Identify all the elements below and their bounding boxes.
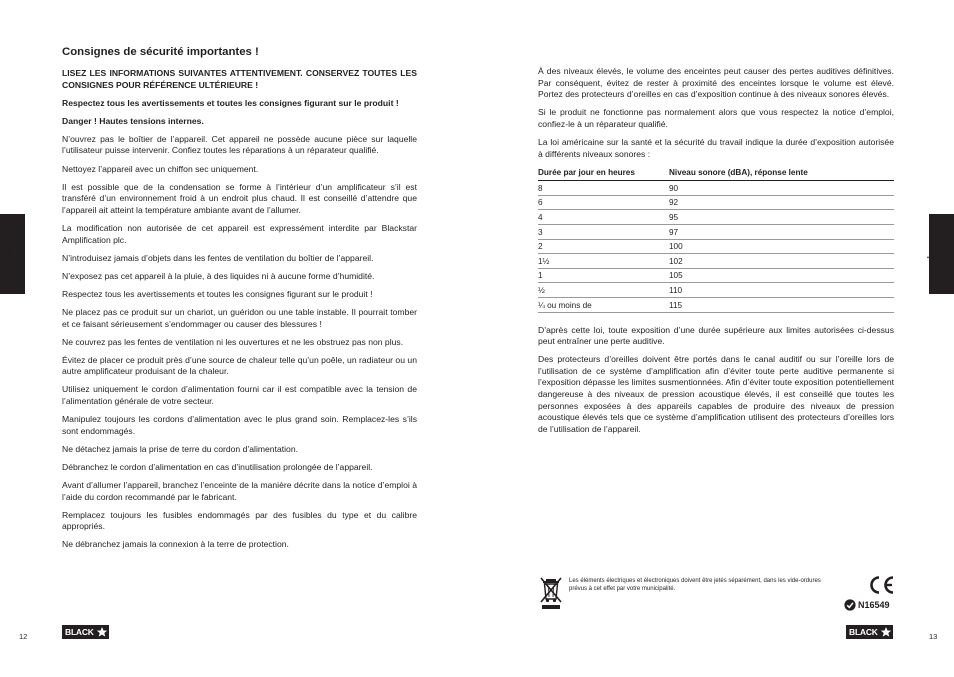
level-cell: 90	[669, 181, 894, 196]
hearing-paragraph: Si le produit ne fonctionne pas normalement alors que vous respectez la notice d’emploi, confiez-le à un réparateur qualifié.	[538, 107, 894, 129]
weee-disposal-note: Les éléments électriques et électroniques doivent être jetés séparément, dans les vide-ordures prévus à cet effet par votre municipalité.	[569, 578, 821, 592]
blackstar-logo-right	[846, 625, 893, 639]
compliance-code: N16549	[858, 600, 890, 610]
duration-cell: 4	[538, 210, 669, 225]
safety-paragraph: N’ouvrez pas le boîtier de l’appareil. Cet appareil ne possède aucune pièce sur laquelle l’utilisateur puisse intervenir. Confiez toutes les réparations à un réparateur qualifié.	[62, 133, 417, 156]
safety-paragraph: Évitez de placer ce produit près d’une source de chaleur telle qu’un poêle, un radiateur ou un autre amplificateur produisant de la chaleur.	[62, 354, 417, 377]
page-number-left: 12	[19, 632, 28, 641]
level-cell: 97	[669, 225, 894, 240]
hearing-paragraphs-after	[538, 325, 894, 436]
safety-paragraph: La modification non autorisée de cet appareil est expressément interdite par Blackstar Amplification plc.	[62, 222, 417, 245]
table-row	[538, 239, 894, 254]
language-label-left: Français	[3, 222, 13, 262]
safety-paragraph: Respectez tous les avertissements et toutes les consignes figurant sur le produit !	[62, 288, 373, 299]
safety-paragraph: Ne détachez jamais la prise de terre du cordon d’alimentation.	[62, 443, 298, 454]
level-cell: 115	[669, 298, 894, 313]
safety-paragraph: Ne placez pas ce produit sur un chariot, un guéridon ou une table instable. Il pourrait tomber et ce faisant sérieusement s’endommager ou causer des blessures !	[62, 306, 417, 329]
safety-paragraph: Respectez tous les avertissements et toutes les consignes figurant sur le produit !	[62, 97, 399, 108]
table-row	[538, 283, 894, 298]
safety-paragraph: Ne débranchez jamais la connexion à la terre de protection.	[62, 539, 289, 550]
duration-cell: ½	[538, 283, 669, 298]
hearing-column	[538, 66, 894, 442]
table-row	[538, 254, 894, 269]
safety-paragraph: N’exposez pas cet appareil à la pluie, à des liquides ni à aucune forme d’humidité.	[62, 270, 375, 281]
logo-text: BLACK	[849, 627, 878, 637]
duration-cell: 1½	[538, 254, 669, 269]
safety-paragraph: Utilisez uniquement le cordon d’alimentation fourni car il est compatible avec la tension de l’alimentation générale de votre secteur.	[62, 384, 417, 406]
crossed-bin-icon	[540, 576, 562, 610]
logo-text: BLACK	[65, 627, 94, 637]
blackstar-logo-left	[62, 625, 109, 639]
safety-paragraph: Nettoyez l’appareil avec un chiffon sec uniquement.	[62, 163, 259, 174]
safety-paragraph: Manipulez toujours les cordons d’alimentation avec le plus grand soin. Remplacez-les s’ils sont endommagés.	[62, 414, 417, 436]
duration-cell: 3	[538, 225, 669, 240]
hearing-paragraph: D’après cette loi, toute exposition d’une durée supérieure aux limites autorisées ci-dessus peut entraîner une perte auditive.	[538, 324, 894, 347]
level-cell: 102	[669, 254, 894, 269]
safety-paragraph: Avant d’allumer l’appareil, branchez l’enceinte de la manière décrite dans la notice d’emploi à l’aide du cordon recommandé par le fabricant.	[62, 479, 417, 502]
star-icon	[880, 626, 892, 638]
duration-cell: ¼ ou moins de	[538, 298, 669, 313]
table-row	[538, 195, 894, 210]
safety-column	[62, 46, 417, 557]
level-cell: 110	[669, 283, 894, 298]
noise-exposure-table	[538, 167, 894, 313]
hearing-paragraph: La loi américaine sur la santé et la sécurité du travail indique la durée d’exposition autorisée à différents niveaux sonores :	[538, 136, 894, 159]
safety-paragraphs	[62, 68, 417, 551]
page-number-right: 13	[929, 632, 938, 641]
duration-cell: 6	[538, 195, 669, 210]
safety-paragraph: Danger ! Hautes tensions internes.	[62, 115, 204, 126]
table-header-duration: Durée par jour en heures	[538, 167, 669, 181]
safety-paragraph: Débranchez le cordon d’alimentation en cas d’inutilisation prolongée de l’appareil.	[62, 461, 373, 472]
ce-mark-icon	[867, 575, 895, 595]
star-icon	[96, 626, 108, 638]
hearing-paragraph: À des niveaux élevés, le volume des enceintes peut causer des pertes auditives définitives. Par conséquent, évitez de rester à proximité des enceintes lorsque le volume est élevé. Portez des protecteurs d’oreilles en cas d’exposition continue à des niveaux sonores élevés.	[538, 66, 894, 100]
hearing-paragraphs-before	[538, 66, 894, 160]
table-header-level: Niveau sonore (dBA), réponse lente	[669, 167, 894, 181]
hearing-paragraph: Des protecteurs d’oreilles doivent être portés dans le canal auditif ou sur l’oreille lors de l’utilisation de ce système d’amplification afin d’éviter toute perte auditive permanente si l’exposition dépasse les limites susmentionnées. Afin d’éviter toute exposition potentiellement dangereuse à des niveaux de pression acoustique élevés, il est conseillé que toutes les personnes exposées à des appareils capables de produire des niveaux de pression acoustique élevés tels que ce système d’amplification utilisent des protecteurs d’oreilles lors de l’utilisation de l’appareil.	[538, 354, 894, 434]
table-row	[538, 225, 894, 240]
level-cell: 92	[669, 195, 894, 210]
safety-paragraph: Il est possible que de la condensation se forme à l’intérieur d’un amplificateur s’il est transféré d’un environnement froid à un endroit plus chaud. Il est conseillé d’attendre que l’appareil ait atteint la température ambiante avant de l’allumer.	[62, 181, 417, 215]
language-label-right: Français	[927, 234, 937, 274]
safety-title: Consignes de sécurité importantes !	[62, 46, 259, 58]
safety-paragraph: N’introduisez jamais d’objets dans les fentes de ventilation du boîtier de l’appareil.	[62, 252, 374, 263]
noise-table-body	[538, 181, 894, 312]
table-header-row	[538, 167, 894, 181]
duration-cell: 1	[538, 268, 669, 283]
duration-cell: 8	[538, 181, 669, 196]
level-cell: 105	[669, 268, 894, 283]
table-row	[538, 210, 894, 225]
safety-paragraph: LISEZ LES INFORMATIONS SUIVANTES ATTENTIVEMENT. CONSERVEZ TOUTES LES CONSIGNES POUR RÉFÉRENCE ULTÉRIEURE !	[62, 68, 417, 90]
duration-cell: 2	[538, 239, 669, 254]
level-cell: 95	[669, 210, 894, 225]
table-row	[538, 268, 894, 283]
c-tick-icon	[844, 599, 856, 611]
table-row	[538, 298, 894, 313]
table-row	[538, 181, 894, 196]
safety-paragraph: Remplacez toujours les fusibles endommagés par des fusibles du type et du calibre appropriés.	[62, 509, 417, 532]
level-cell: 100	[669, 239, 894, 254]
safety-paragraph: Ne couvrez pas les fentes de ventilation ni les ouvertures et ne les obstruez pas non plus.	[62, 336, 404, 347]
